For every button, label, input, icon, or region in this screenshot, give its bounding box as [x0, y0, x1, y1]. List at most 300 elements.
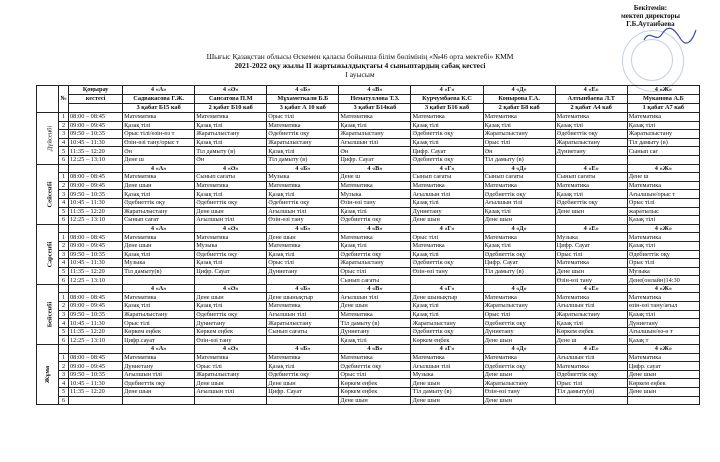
- lesson-subject: Дене шын: [123, 388, 195, 397]
- lesson-subject: Өзін-өзі тану: [339, 198, 411, 207]
- lesson-subject: Математика: [627, 113, 699, 122]
- lesson-time: 11:35 – 12:20: [69, 207, 123, 216]
- table-row: [37, 181, 700, 190]
- lesson-subject: [267, 396, 339, 405]
- lesson-subject: Дене шын: [555, 207, 627, 216]
- lesson-subject: Математика: [267, 241, 339, 250]
- lesson-subject: Орыс тілі: [483, 138, 555, 147]
- lesson-subject: Көркем еңбек: [123, 327, 195, 336]
- lesson-subject: Көркем еңбек: [339, 388, 411, 397]
- lesson-subject: Математика: [627, 233, 699, 242]
- lesson-subject: Цифр. Сауат: [411, 147, 483, 156]
- table-row: [37, 293, 700, 302]
- lesson-time: 12:25 – 13:10: [69, 276, 123, 285]
- lesson-number: 5: [59, 147, 69, 156]
- class-subheader: 4 «Ә»: [195, 345, 267, 354]
- class-header: 4 «Е»: [555, 86, 627, 95]
- class-subheader: 4 «Ә»: [195, 224, 267, 233]
- lesson-subject: Тіл дамыту (в): [483, 267, 555, 276]
- lesson-time: 08:00 – 08:45: [69, 173, 123, 182]
- lesson-time: 12:25 – 13:10: [69, 336, 123, 345]
- class-subheader: 4 «Д»: [483, 345, 555, 354]
- table-row: [37, 216, 700, 225]
- lesson-subject: Қазақ тілі: [411, 250, 483, 259]
- lesson-subject: Музыка: [195, 241, 267, 250]
- document-title: [0, 52, 720, 79]
- header-row: [37, 95, 700, 104]
- title-line-3: I ауысым: [345, 70, 375, 79]
- lesson-subject: Математика: [339, 310, 411, 319]
- lesson-subject: Тіл дамыту (в): [267, 155, 339, 164]
- class-subheader: 4 «Е»: [555, 345, 627, 354]
- class-subheader: 4 «Б»: [267, 164, 339, 173]
- lesson-time: 11:35 – 12:20: [69, 267, 123, 276]
- lesson-subject: Жаратылыстану: [339, 130, 411, 139]
- lesson-number: 6: [59, 336, 69, 345]
- class-header: 1 қабат А7 каб: [627, 104, 699, 113]
- lesson-time: 09:00 – 09:45: [69, 181, 123, 190]
- lesson-time: 10:45 – 11:30: [69, 138, 123, 147]
- lesson-subject: Қазақ тілі: [195, 302, 267, 311]
- class-header: Муканова А.Б: [627, 95, 699, 104]
- lesson-subject: Жаратылыстану: [267, 319, 339, 328]
- day-cell: [37, 164, 59, 224]
- class-subheader-row: [37, 224, 700, 233]
- lesson-subject: Өзін-өзі тану/орыс т: [123, 138, 195, 147]
- lesson-subject: жаратылыс: [627, 207, 699, 216]
- lesson-subject: Ағылшын/орыс т: [627, 190, 699, 199]
- table-row: [37, 362, 700, 371]
- lesson-subject: Қазақ тілі: [627, 216, 699, 225]
- day-name: Сәрсенбі: [46, 241, 54, 268]
- lesson-subject: Жаратылыстану: [627, 130, 699, 139]
- lesson-subject: Математика: [483, 181, 555, 190]
- lesson-subject: Тіл дамыту(в): [555, 388, 627, 397]
- table-row: [37, 155, 700, 164]
- table-row: [37, 353, 700, 362]
- lesson-subject: Ағылшын тілі: [195, 216, 267, 225]
- lesson-subject: Математика: [627, 293, 699, 302]
- lesson-subject: Жаратылыстану: [483, 302, 555, 311]
- lesson-subject: Өзін-өзі тану: [555, 276, 627, 285]
- lesson-subject: Ән: [483, 147, 555, 156]
- lesson-number: 5: [59, 327, 69, 336]
- lesson-subject: Қазақ тілі: [411, 121, 483, 130]
- lesson-number: 1: [59, 173, 69, 182]
- lesson-subject: Дене шын: [411, 396, 483, 405]
- lesson-subject: Математика: [339, 181, 411, 190]
- lesson-subject: Орыс тілі: [123, 319, 195, 328]
- lesson-subject: Орыс тілі: [555, 250, 627, 259]
- lesson-subject: Математика: [195, 353, 267, 362]
- lesson-time: 11:35 – 12:20: [69, 388, 123, 397]
- class-subheader: 4 «Д»: [483, 224, 555, 233]
- lesson-subject: Музыка: [627, 267, 699, 276]
- approval-line-3: Г.Б.Аутанбаева: [626, 20, 675, 28]
- lesson-subject: Жаратылыстану: [195, 370, 267, 379]
- lesson-subject: [411, 276, 483, 285]
- class-subheader: 4 «Б»: [267, 284, 339, 293]
- class-header: Алтынбаева Л.Т: [555, 95, 627, 104]
- table-cell: [69, 345, 123, 354]
- lesson-subject: Дене(онлайн)14:30: [627, 276, 699, 285]
- lesson-subject: Дүниетану: [195, 319, 267, 328]
- lesson-subject: Математика: [123, 113, 195, 122]
- lesson-subject: Дене шын: [195, 207, 267, 216]
- day-cell: [37, 345, 59, 405]
- class-subheader: 4 «А»: [123, 224, 195, 233]
- class-subheader: 4 «А»: [123, 284, 195, 293]
- class-header: 4 «А»: [123, 86, 195, 95]
- lesson-subject: Орыс тілі: [195, 362, 267, 371]
- lesson-subject: Қазақ тілі: [555, 319, 627, 328]
- lesson-subject: Әдебиеттік оқу: [483, 319, 555, 328]
- class-header: 2 қабат Б10 каб: [195, 104, 267, 113]
- lesson-subject: Әдебиеттік оқу: [339, 216, 411, 225]
- lesson-subject: Ән: [123, 147, 195, 156]
- lesson-subject: Ағылшын тілі: [339, 293, 411, 302]
- class-header: Нематуллова Т.З.: [339, 95, 411, 104]
- lesson-subject: Әдебиеттік оқу: [195, 198, 267, 207]
- lesson-subject: [555, 216, 627, 225]
- lesson-number: 3: [59, 130, 69, 139]
- lesson-subject: Дене шын: [339, 396, 411, 405]
- lesson-subject: Әдебиеттік оқу: [267, 198, 339, 207]
- lesson-number: 6: [59, 216, 69, 225]
- lesson-number: 2: [59, 121, 69, 130]
- lesson-subject: Ағылшын тілі: [411, 190, 483, 199]
- day-name: Дүйсенбі: [46, 125, 54, 152]
- lesson-subject: Математика: [339, 233, 411, 242]
- time-header: кестесі: [69, 95, 123, 104]
- lesson-subject: Музыка: [411, 370, 483, 379]
- table-row: [37, 130, 700, 139]
- lesson-number: 1: [59, 293, 69, 302]
- lesson-time: [69, 396, 123, 405]
- class-header: 4 «В»: [339, 86, 411, 95]
- lesson-time: 09:00 – 09:45: [69, 302, 123, 311]
- approval-line-2: мектеп директоры: [620, 12, 680, 20]
- lesson-number: 5: [59, 267, 69, 276]
- lesson-subject: Әдебиеттік оқу: [123, 379, 195, 388]
- lesson-subject: Қазақ тілі: [555, 121, 627, 130]
- table-row: [37, 336, 700, 345]
- lesson-subject: Дене шын: [555, 267, 627, 276]
- table-row: [37, 259, 700, 268]
- class-subheader: 4 «Ж»: [627, 164, 699, 173]
- class-subheader: 4 «Г»: [411, 224, 483, 233]
- lesson-subject: Дене шын: [267, 379, 339, 388]
- header-row: [37, 86, 700, 95]
- lesson-subject: Сынып сағаты: [483, 173, 555, 182]
- lesson-subject: Дене шынықтыр: [267, 293, 339, 302]
- lesson-subject: Дене шын: [411, 216, 483, 225]
- table-row: [37, 113, 700, 122]
- lesson-subject: Жаратылыстану: [123, 310, 195, 319]
- lesson-subject: Орыс тілі: [339, 370, 411, 379]
- lesson-number: 2: [59, 241, 69, 250]
- lesson-subject: Ағылшын тілі: [195, 388, 267, 397]
- lesson-time: 12:25 – 13:10: [69, 216, 123, 225]
- table-row: [37, 267, 700, 276]
- class-header: Мұхаметкали Б.Б: [267, 95, 339, 104]
- lesson-subject: Жаратылыстану: [123, 207, 195, 216]
- lesson-number: 6: [59, 396, 69, 405]
- lesson-subject: Әдебиеттік оқу: [483, 190, 555, 199]
- lesson-subject: Сынып сағаты: [195, 173, 267, 182]
- lesson-time: 08:00 – 08:45: [69, 113, 123, 122]
- table-cell: [69, 224, 123, 233]
- lesson-subject: Дене шын: [483, 336, 555, 345]
- lesson-time: 10:45 – 11:30: [69, 259, 123, 268]
- lesson-subject: Қазақ т: [627, 336, 699, 345]
- lesson-subject: Ағылшын тілі: [267, 207, 339, 216]
- lesson-number: 4: [59, 319, 69, 328]
- lesson-subject: Математика: [123, 353, 195, 362]
- lesson-number: 1: [59, 353, 69, 362]
- table-cell: [59, 164, 69, 173]
- lesson-subject: Қазақ тілі: [555, 190, 627, 199]
- lesson-subject: Орыс тілі/өзін-өз т: [123, 130, 195, 139]
- lesson-number: 5: [59, 388, 69, 397]
- lesson-subject: Дүниетану: [555, 147, 627, 156]
- day-name: Жұма: [44, 365, 52, 384]
- lesson-subject: Ағылшын тілі: [339, 138, 411, 147]
- lesson-time: 10:45 – 11:30: [69, 198, 123, 207]
- lesson-number: 3: [59, 310, 69, 319]
- lesson-subject: Ағылшын тілі: [555, 302, 627, 311]
- lesson-subject: Математика: [555, 293, 627, 302]
- class-subheader: 4 «Г»: [411, 164, 483, 173]
- lesson-subject: Көркем еңбек: [195, 327, 267, 336]
- class-subheader: 4 «Г»: [411, 284, 483, 293]
- lesson-subject: Қазақ тілі: [267, 250, 339, 259]
- table-cell: [59, 345, 69, 354]
- lesson-subject: Дене шын: [627, 388, 699, 397]
- lesson-subject: Математика: [555, 259, 627, 268]
- class-subheader: 4 «В»: [339, 345, 411, 354]
- lesson-subject: Қазақ тілі: [483, 121, 555, 130]
- table-row: [37, 173, 700, 182]
- lesson-subject: Әдебиеттік оқу: [267, 130, 339, 139]
- lesson-number: 4: [59, 379, 69, 388]
- class-subheader: 4 «Ә»: [195, 164, 267, 173]
- lesson-subject: Дене ш: [123, 155, 195, 164]
- lesson-subject: Математика: [627, 181, 699, 190]
- lesson-subject: Қазақ тілі: [483, 207, 555, 216]
- lesson-subject: Әдебиеттік оқу: [339, 362, 411, 371]
- lesson-subject: Әдебиеттік оқу: [411, 155, 483, 164]
- lesson-subject: Әдебиеттік оқу: [195, 250, 267, 259]
- lesson-subject: Математика: [267, 353, 339, 362]
- lesson-subject: Математика: [267, 121, 339, 130]
- lesson-number: 4: [59, 198, 69, 207]
- class-subheader: 4 «Е»: [555, 224, 627, 233]
- lesson-subject: [627, 396, 699, 405]
- lesson-subject: Математика: [411, 113, 483, 122]
- table-row: [37, 147, 700, 156]
- lesson-subject: Жаратылыстану: [411, 319, 483, 328]
- lesson-subject: Қазақ тілі: [195, 138, 267, 147]
- lesson-subject: Орыс тілі: [555, 379, 627, 388]
- lesson-subject: Математика: [123, 293, 195, 302]
- lesson-subject: Қазақ тілі: [339, 121, 411, 130]
- lesson-time: 09:50 – 10:35: [69, 370, 123, 379]
- num-header: №: [59, 86, 69, 113]
- lesson-time: 10:45 – 11:30: [69, 379, 123, 388]
- class-subheader: 4 «А»: [123, 164, 195, 173]
- lesson-subject: Орыс тілі: [627, 198, 699, 207]
- lesson-subject: Көркем еңбек: [339, 379, 411, 388]
- lesson-subject: [555, 155, 627, 164]
- lesson-subject: Музыка: [555, 233, 627, 242]
- lesson-subject: Дене ш: [339, 173, 411, 182]
- table-row: [37, 190, 700, 199]
- lesson-subject: Тіл дамыту(в): [123, 267, 195, 276]
- lesson-subject: Дүниетану: [267, 267, 339, 276]
- day-name: Бейсенбі: [46, 301, 54, 328]
- lesson-subject: Жаратылыстану: [339, 259, 411, 268]
- lesson-subject: Сынып сағ: [627, 147, 699, 156]
- class-header: 2 қабат А4 каб: [555, 104, 627, 113]
- lesson-subject: Ағылшын тілі: [555, 353, 627, 362]
- lesson-subject: Қазақ тілі: [267, 147, 339, 156]
- lesson-subject: Орыс тілі: [267, 259, 339, 268]
- lesson-subject: Дене шын: [627, 370, 699, 379]
- lesson-time: 12:25 – 13:10: [69, 155, 123, 164]
- lesson-number: 6: [59, 276, 69, 285]
- lesson-time: 09:50 – 10:35: [69, 190, 123, 199]
- table-row: [37, 138, 700, 147]
- lesson-subject: Әдебиеттік оқу: [411, 130, 483, 139]
- lesson-subject: Қазақ тілі: [123, 302, 195, 311]
- approval-line-1: Бекітемін:: [633, 4, 668, 12]
- class-header: 3 қабат А 10 каб: [267, 104, 339, 113]
- table-row: [37, 302, 700, 311]
- lesson-subject: Математика: [483, 293, 555, 302]
- lesson-subject: Орыс тілі: [627, 259, 699, 268]
- lesson-time: 11:35 – 12:20: [69, 327, 123, 336]
- lesson-time: 09:50 – 10:35: [69, 250, 123, 259]
- schedule-table: [36, 85, 700, 405]
- lesson-subject: Дүниетану: [411, 207, 483, 216]
- lesson-subject: Қазақ тілі: [411, 310, 483, 319]
- lesson-time: 11:35 – 12:20: [69, 147, 123, 156]
- lesson-subject: Қазақ тілі: [195, 259, 267, 268]
- lesson-subject: Дене шын: [123, 181, 195, 190]
- lesson-subject: [627, 155, 699, 164]
- lesson-subject: Математика: [123, 233, 195, 242]
- lesson-subject: Математика: [483, 233, 555, 242]
- lesson-subject: Математика: [267, 181, 339, 190]
- lesson-subject: Математика: [483, 353, 555, 362]
- lesson-subject: өзін-өзі тану/ағыл: [627, 302, 699, 311]
- lesson-subject: Жаратылыстану: [555, 138, 627, 147]
- lesson-subject: Музыка: [339, 190, 411, 199]
- lesson-subject: Музыка: [123, 259, 195, 268]
- lesson-subject: Музыка: [267, 173, 339, 182]
- lesson-time: 10:45 – 11:30: [69, 319, 123, 328]
- lesson-time: 09:50 – 10:35: [69, 130, 123, 139]
- lesson-subject: Қазақ тілі: [123, 190, 195, 199]
- class-subheader-row: [37, 164, 700, 173]
- class-header: 2 қабат Б8 каб: [483, 104, 555, 113]
- lesson-subject: Қазақ тілі: [339, 336, 411, 345]
- lesson-subject: Қазақ тілі: [627, 310, 699, 319]
- lesson-subject: Ағылшын/өз-ө т: [627, 327, 699, 336]
- lesson-number: 2: [59, 181, 69, 190]
- lesson-subject: Әдебиеттік оқу: [195, 310, 267, 319]
- lesson-subject: Орыс тілі: [267, 113, 339, 122]
- lesson-subject: Математика: [555, 362, 627, 371]
- lesson-subject: Қазақ тілі: [123, 250, 195, 259]
- lesson-number: 3: [59, 250, 69, 259]
- lesson-subject: Жаратылыстану: [483, 130, 555, 139]
- lesson-subject: Әдебиеттік оқу: [483, 362, 555, 371]
- lesson-subject: Цифр. Сауат: [555, 241, 627, 250]
- lesson-subject: Қазақ тілі: [339, 241, 411, 250]
- table-cell: [69, 164, 123, 173]
- lesson-subject: Жаратылыстану: [555, 310, 627, 319]
- lesson-subject: Математика: [123, 173, 195, 182]
- table-row: [37, 276, 700, 285]
- lesson-subject: Ағылшын тілі: [411, 362, 483, 371]
- lesson-subject: Тіл дамыту (в): [483, 155, 555, 164]
- class-subheader: 4 «Г»: [411, 345, 483, 354]
- lesson-subject: Сынып сағаты: [339, 276, 411, 285]
- lesson-subject: [195, 396, 267, 405]
- lesson-subject: Көркем еңбек: [555, 327, 627, 336]
- lesson-time: 09:00 – 09:45: [69, 362, 123, 371]
- class-subheader-row: [37, 284, 700, 293]
- class-header: 4 «Ж»: [627, 86, 699, 95]
- lesson-subject: Қазақ тілі: [483, 241, 555, 250]
- table-row: [37, 121, 700, 130]
- table-row: [37, 241, 700, 250]
- lesson-subject: Тіл дамыту (в): [339, 319, 411, 328]
- lesson-subject: Математика: [339, 353, 411, 362]
- table-row: [37, 233, 700, 242]
- lesson-subject: Дене ш: [627, 173, 699, 182]
- lesson-subject: Қазақ тілі: [411, 198, 483, 207]
- lesson-subject: Дене ш: [555, 336, 627, 345]
- lesson-subject: Цифр. сауат: [627, 362, 699, 371]
- lesson-subject: Орыс тілі: [411, 233, 483, 242]
- lesson-subject: Дене шын: [483, 216, 555, 225]
- lesson-subject: Дүниетану: [123, 362, 195, 371]
- table-cell: [69, 284, 123, 293]
- lesson-subject: Қазақ тілі: [627, 241, 699, 250]
- lesson-subject: [483, 276, 555, 285]
- lesson-subject: Дене шын: [339, 302, 411, 311]
- lesson-subject: Математика: [195, 233, 267, 242]
- lesson-subject: Қазақ тілі: [627, 121, 699, 130]
- day-header: [37, 86, 59, 113]
- lesson-time: 09:00 – 09:45: [69, 121, 123, 130]
- class-subheader: 4 «Б»: [267, 224, 339, 233]
- class-header: 4 «Д»: [483, 86, 555, 95]
- table-row: [37, 250, 700, 259]
- lesson-subject: Тіл дамыту (в): [627, 138, 699, 147]
- lesson-subject: Әдебиеттік оқу: [267, 370, 339, 379]
- class-subheader: 4 «Д»: [483, 284, 555, 293]
- lesson-number: 5: [59, 207, 69, 216]
- lesson-subject: [267, 276, 339, 285]
- lesson-subject: Әдебиеттік оқу: [483, 250, 555, 259]
- lesson-subject: Дене шын: [483, 396, 555, 405]
- lesson-subject: Математика: [483, 113, 555, 122]
- lesson-subject: Дене шын: [411, 379, 483, 388]
